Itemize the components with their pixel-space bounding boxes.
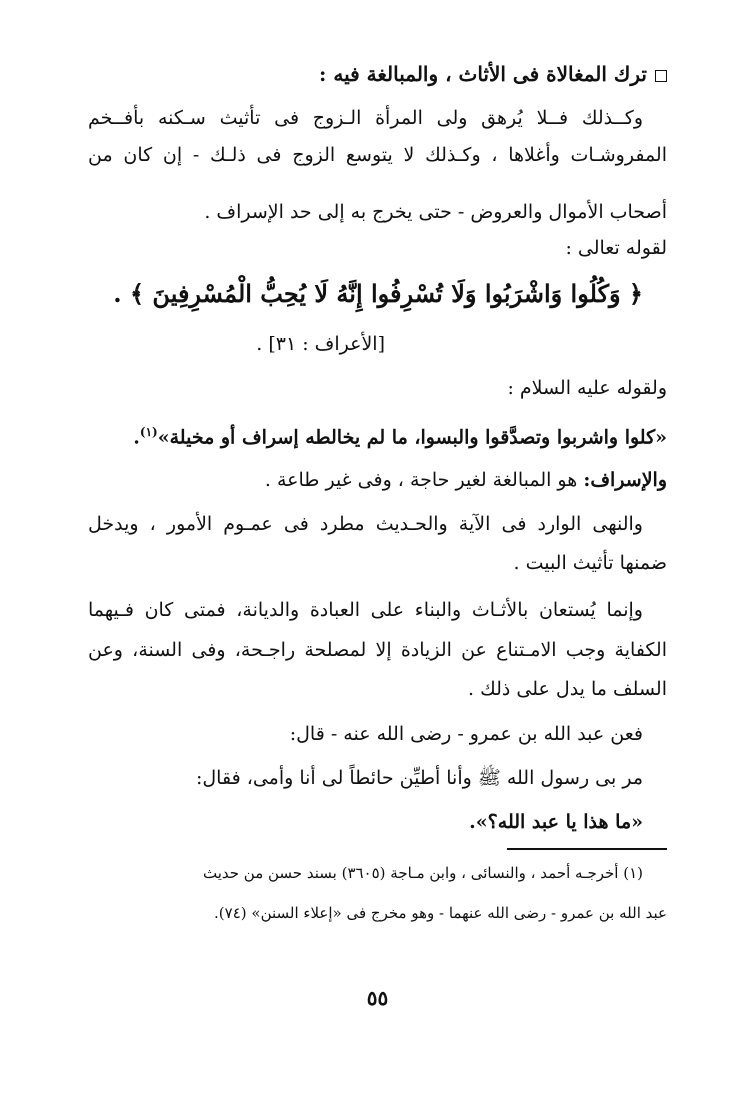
quran-verse: ﴿ وَكُلُوا وَاشْرَبُوا وَلَا تُسْرِفُوا إِنَّهُ لَا يُحِبُّ الْمُسْرِفِينَ ﴾ . <box>113 279 643 308</box>
quran-intro: لقوله تعالى : <box>565 237 667 259</box>
question-line <box>88 808 643 836</box>
hadith-text: «كلوا واشربوا وتصدَّقوا والبسوا، ما لم يخالطه إسراف أو مخيلة» <box>157 426 667 449</box>
question-end: . <box>469 811 476 833</box>
narration-line: مر بى رسول الله ﷺ وأنا أطيِّن حائطاً لى أنا وأمى، فقال: <box>195 767 643 789</box>
footnote-divider <box>507 848 667 850</box>
square-bullet-icon <box>655 70 667 82</box>
paragraph-line: السلف ما يدل على ذلك . <box>468 678 667 700</box>
paragraph-line: والنهى الوارد فى الآية والحـديث مطرد فى عمـوم الأمور ، ويدخل <box>88 513 643 535</box>
paragraph-line: المفروشـات وأغلاها ، وكـذلك لا يتوسع الزوج فى ذلـك - إن كان من <box>88 144 667 166</box>
question-text: «ما هذا يا عبد الله؟» <box>475 811 643 833</box>
section-heading-text: ترك المغالاة فى الأثاث ، والمبالغة فيه : <box>319 62 647 86</box>
hadith-end: . <box>133 426 140 449</box>
hadith-line <box>88 418 667 451</box>
paragraph-line: وكــذلك فــلا يُرهق ولى المرأة الـزوج فى تأثيث سـكنه بأفــخم <box>88 107 643 129</box>
narration-line: فعن عبد الله بن عمرو - رضى الله عنه - قال: <box>289 723 643 745</box>
hadith-intro: ولقوله عليه السلام : <box>507 377 667 399</box>
paragraph-line: الكفاية وجب الامـتناع عن الزيادة إلا لمصلحة راجـحة، وفى السنة، وعن <box>88 639 667 661</box>
paragraph-line: أصحاب الأموال والعروض - حتى يخرج به إلى حد الإسراف . <box>204 201 667 223</box>
section-heading <box>88 60 667 88</box>
paragraph-line: ضمنها تأثيث البيت . <box>513 552 667 574</box>
footnote-line: (١) أخرجـه أحمد ، والنسائى ، وابن مـاجة (٣٦٠٥) بسند حسن من حديث <box>202 864 643 882</box>
israf-term: والإسراف: <box>583 469 667 491</box>
quran-reference: [الأعراف : ٣١] . <box>256 333 385 355</box>
page-number: ٥٥ <box>366 986 389 1010</box>
footnote-line: عبد الله بن عمرو - رضى الله عنهما - وهو مخرج فى «إعلاء السنن» (٧٤). <box>214 904 667 922</box>
israf-definition <box>88 466 667 494</box>
paragraph-line: وإنما يُستعان بالأثـاث والبناء على العبادة والديانة، فمتى كان فـيهما <box>88 599 643 621</box>
israf-definition-text: هو المبالغة لغير حاجة ، وفى غير طاعة . <box>264 469 584 491</box>
footnote-marker: (١) <box>139 425 158 439</box>
